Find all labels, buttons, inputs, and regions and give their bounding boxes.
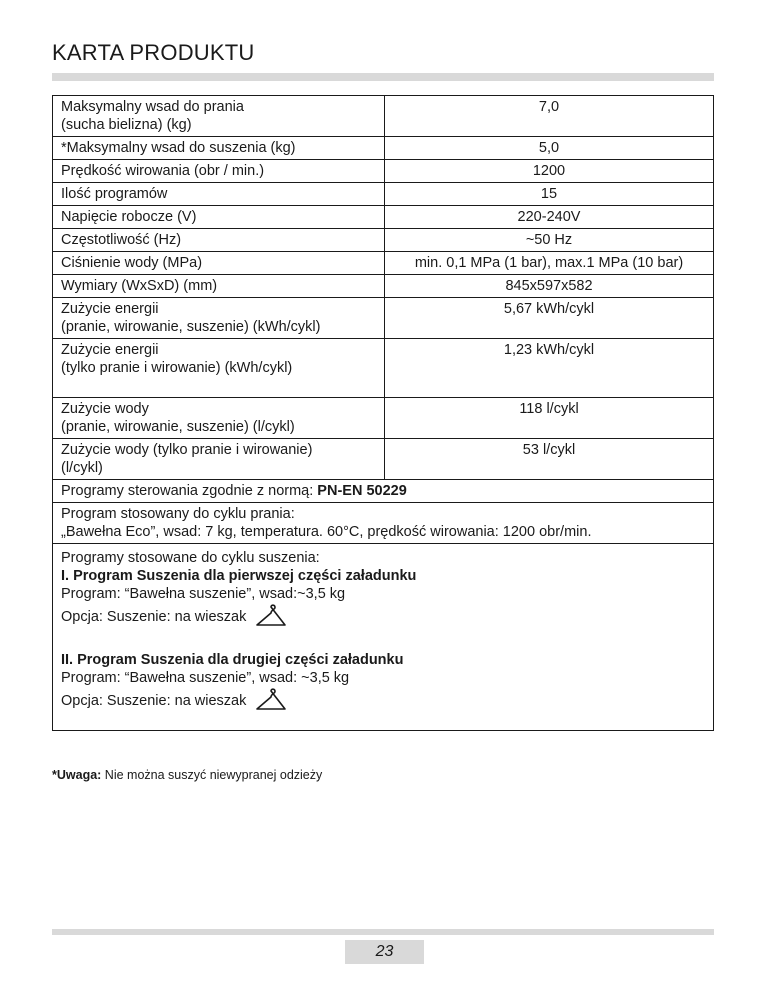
spec-value: 7,0 (385, 96, 714, 137)
page-number: 23 (345, 940, 424, 964)
dry-part1-option: Opcja: Suszenie: na wieszak (61, 603, 705, 634)
spec-label: Częstotliwość (Hz) (53, 229, 385, 252)
footer-divider (52, 929, 714, 935)
wash-program-row (53, 503, 714, 544)
wash-program: Program stosowany do cyklu prania: „Bawełna Eco”, wsad: 7 kg, temperatura. 60°C, prędkość wirowania: 1200 obr/min. (53, 503, 714, 544)
spec-value: 1200 (385, 160, 714, 183)
spec-row (53, 298, 714, 339)
hanger-icon (254, 603, 288, 634)
spec-value: 220-240V (385, 206, 714, 229)
spec-label: Ilość programów (53, 183, 385, 206)
spec-row (53, 339, 714, 398)
spec-value: 1,23 kWh/cykl (385, 339, 714, 398)
spec-label: *Maksymalny wsad do suszenia (kg) (53, 137, 385, 160)
spec-label: Zużycie wody (tylko pranie i wirowanie) (l/cykl) (53, 439, 385, 480)
spec-value: 845x597x582 (385, 275, 714, 298)
norm-text: Programy sterowania zgodnie z normą: PN-EN 50229 (53, 480, 714, 503)
dry-part1-heading: I. Program Suszenia dla pierwszej części załadunku (61, 568, 417, 584)
spec-value: ~50 Hz (385, 229, 714, 252)
spec-row (53, 206, 714, 229)
spec-label: Napięcie robocze (V) (53, 206, 385, 229)
spec-label: Ciśnienie wody (MPa) (53, 252, 385, 275)
warning-note: *Uwaga: Nie można suszyć niewypranej odzieży (52, 768, 323, 782)
spec-value: 5,0 (385, 137, 714, 160)
spec-row (53, 439, 714, 480)
spec-label: Maksymalny wsad do prania (sucha bielizna) (kg) (53, 96, 385, 137)
spec-value: min. 0,1 MPa (1 bar), max.1 MPa (10 bar) (385, 252, 714, 275)
dry-part2-option: Opcja: Suszenie: na wieszak (61, 687, 705, 718)
spec-label: Wymiary (WxSxD) (mm) (53, 275, 385, 298)
spec-value: 118 l/cykl (385, 398, 714, 439)
norm-row (53, 480, 714, 503)
spec-row (53, 137, 714, 160)
spec-label: Zużycie energii (pranie, wirowanie, suszenie) (kWh/cykl) (53, 298, 385, 339)
page-title: KARTA PRODUKTU (52, 40, 255, 65)
spec-row (53, 96, 714, 137)
norm-standard: PN-EN 50229 (317, 483, 407, 499)
spec-value: 5,67 kWh/cykl (385, 298, 714, 339)
spec-row (53, 229, 714, 252)
dry-programs-row (53, 544, 714, 731)
spec-row (53, 398, 714, 439)
product-spec-table (52, 95, 714, 731)
spec-label: Prędkość wirowania (obr / min.) (53, 160, 385, 183)
spec-label: Zużycie wody (pranie, wirowanie, suszenie) (l/cykl) (53, 398, 385, 439)
hanger-icon (254, 687, 288, 718)
spec-row (53, 183, 714, 206)
dry-part2-heading: II. Program Suszenia dla drugiej części załadunku (61, 652, 404, 668)
spec-value: 53 l/cykl (385, 439, 714, 480)
dry-programs (53, 544, 714, 731)
spec-label: Zużycie energii (tylko pranie i wirowanie) (kWh/cykl) (53, 339, 385, 398)
title-divider (52, 73, 714, 81)
spec-value: 15 (385, 183, 714, 206)
dry-part2-program: Program: “Bawełna suszenie”, wsad: ~3,5 kg (61, 670, 350, 686)
dry-intro: Programy stosowane do cyklu suszenia: (61, 550, 320, 566)
spec-row (53, 252, 714, 275)
spec-row (53, 160, 714, 183)
dry-part1-program: Program: “Bawełna suszenie”, wsad:~3,5 kg (61, 586, 346, 602)
spec-row (53, 275, 714, 298)
